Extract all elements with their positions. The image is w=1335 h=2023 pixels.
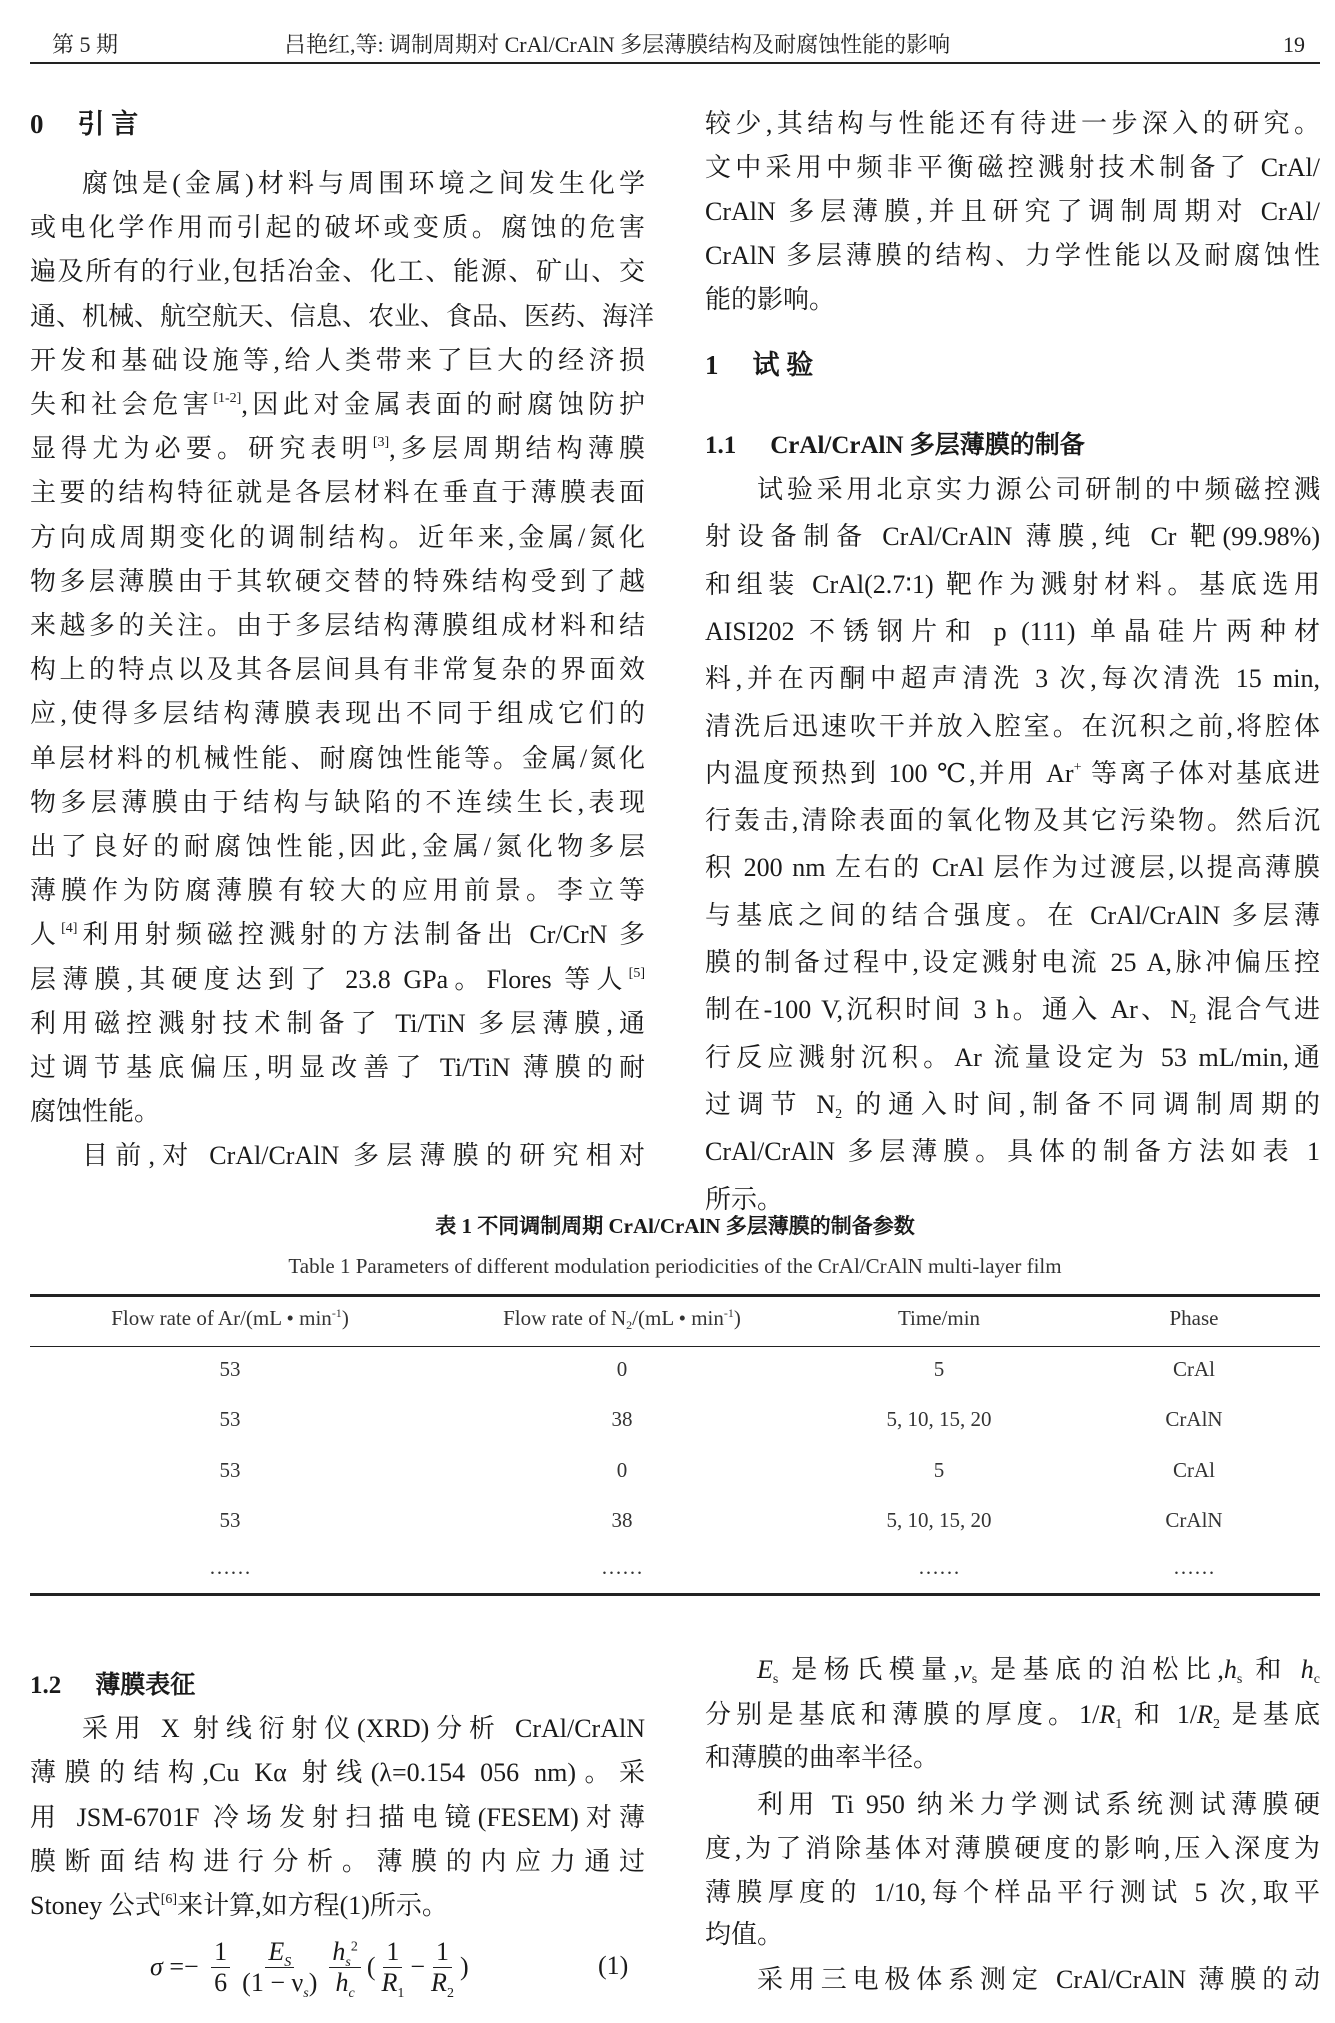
text-run: 混合气进: [1196, 995, 1320, 1025]
table-cell: 38: [611, 1407, 633, 1431]
eq-den: R: [431, 1967, 447, 1997]
eq-den: h: [335, 1967, 349, 1997]
eq-paren: (: [366, 1952, 376, 1981]
table-row: [30, 1547, 1320, 1587]
header-rule: [30, 62, 1320, 64]
text-run: 较少,其结构与性能还有待进一步深入的研究。: [705, 109, 1320, 138]
section-title: 引 言: [77, 109, 139, 139]
text-line: [705, 1736, 1320, 1780]
table-row: [30, 1399, 1320, 1439]
text-line: [30, 869, 645, 913]
superscript: +: [1073, 759, 1082, 775]
subscript: s: [971, 1672, 978, 1687]
section-number: 1.2: [30, 1672, 62, 1699]
table-cell: 38: [611, 1508, 633, 1532]
text-line: [30, 206, 645, 250]
table-row: [30, 1450, 1320, 1490]
text-line: [82, 162, 645, 206]
text-line: [30, 1884, 645, 1928]
text-line: [30, 471, 645, 515]
table-bottom-rule: [30, 1593, 1320, 1596]
eq-sigma: σ: [150, 1952, 163, 1981]
text-run: 物多层薄膜由于其软硬交替的特殊结构受到了越: [30, 566, 645, 596]
text-line: [705, 657, 1320, 701]
text-run: 层薄膜,其硬度达到了 23.8 GPa。Flores 等人: [30, 964, 629, 994]
text-run: 单层材料的机械性能、耐腐蚀性能等。金属/氮化: [30, 743, 645, 773]
eq-sub: 2: [446, 1985, 454, 2001]
text-run: 薄膜作为防腐薄膜有较大的应用前景。李立等: [30, 876, 645, 906]
text-line: [30, 737, 645, 781]
table-cell: 53: [219, 1508, 241, 1532]
text-run: 利用 Ti 950 纳米力学测试系统测试薄膜硬: [757, 1790, 1320, 1819]
text-run: CrAlN 多层薄膜的结构、力学性能以及耐腐蚀性: [705, 241, 1320, 270]
eq-minus: −: [410, 1952, 426, 1981]
text-run: 是基底的泊松比,: [977, 1655, 1224, 1684]
eq-den: 6: [214, 1967, 228, 1997]
text-run: Flow rate of Ar/(mL • min: [111, 1306, 332, 1330]
text-line: [705, 146, 1320, 190]
eq-sub: 1: [397, 1985, 405, 2001]
text-run: 行反应溅射沉积。Ar 流量设定为 53 mL/min,通: [705, 1042, 1320, 1072]
text-line: [705, 1130, 1320, 1174]
text-line: [757, 468, 1320, 512]
math-symbol: h: [1223, 1655, 1237, 1684]
text-line: [30, 692, 645, 736]
table-cell: CrAl: [1173, 1458, 1215, 1482]
text-run: 目前,对 CrAl/CrAlN 多层薄膜的研究相对: [82, 1141, 645, 1171]
eq-num: h: [332, 1936, 346, 1966]
equation-number: (1): [598, 1951, 629, 1980]
math-symbol: E: [757, 1655, 773, 1684]
text-line: [30, 825, 645, 869]
text-run: 膜的制备过程中,设定溅射电流 25 A,脉冲偏压控: [705, 948, 1320, 977]
text-run: CrAl/CrAlN 多层薄膜。具体的制备方法如表 1: [705, 1137, 1320, 1167]
table-cell: 53: [219, 1458, 241, 1482]
math-symbol: R: [1099, 1700, 1116, 1729]
text-run: Time/min: [897, 1306, 981, 1330]
text-line: [705, 563, 1320, 607]
eq-sub: c: [348, 1985, 355, 2001]
eq-num: 1: [383, 1937, 402, 1968]
text-run: 腐蚀性能。: [30, 1097, 161, 1127]
text-run: Flow rate of N: [503, 1306, 627, 1330]
text-run: /(mL • min: [632, 1306, 724, 1330]
eq-paren: ): [459, 1952, 469, 1981]
table-cell: 0: [616, 1458, 628, 1482]
text-run: 方向成周期变化的调制结构。近年来,金属/氮化: [30, 522, 645, 552]
text-run: 出了良好的耐腐蚀性能,因此,金属/氮化物多层: [30, 832, 645, 861]
text-run: ): [341, 1306, 349, 1330]
text-line: [30, 339, 645, 383]
section-number: 0: [30, 109, 44, 139]
text-line: [757, 1783, 1320, 1827]
text-run: 来计算,如方程(1)所示。: [177, 1891, 448, 1921]
text-line: [705, 799, 1320, 843]
text-run: 利用射频磁控溅射的方法制备出 Cr/CrN 多: [77, 920, 645, 950]
table-cell: 5: [933, 1357, 945, 1381]
subscript: 2: [835, 1106, 843, 1122]
eq-den: R: [381, 1967, 398, 1997]
text-line: [705, 234, 1320, 278]
text-run: 通、机械、航空航天、信息、农业、食品、医药、海洋: [30, 301, 655, 331]
text-run: ,因此对金属表面的耐腐蚀防护: [241, 390, 645, 419]
text-run: 物多层薄膜由于结构与缺陷的不连续生长,表现: [30, 787, 645, 817]
text-run: 均值。: [705, 1920, 784, 1949]
section-heading-intro: [30, 104, 172, 144]
issue-number: 第 5 期: [52, 32, 119, 57]
text-line: [30, 250, 645, 294]
section-heading-experiment: [705, 345, 847, 385]
subscript: 1: [1115, 1717, 1123, 1732]
table-cell: ……: [918, 1555, 960, 1579]
table-header-cell: [503, 1298, 741, 1338]
text-run: Stoney 公式: [30, 1891, 161, 1921]
text-run: 构上的特点以及其各层间具有非常复杂的界面效: [30, 655, 645, 685]
text-run: 射设备制备 CrAl/CrAlN 薄膜,纯 Cr 靶(99.98%): [705, 522, 1320, 552]
text-line: [705, 846, 1320, 890]
subscript: s: [1236, 1672, 1243, 1687]
eq-sup: 2: [350, 1938, 358, 1954]
text-line: [30, 1840, 645, 1884]
text-line: [705, 1036, 1320, 1080]
text-run: 和 1/: [1122, 1700, 1198, 1729]
table-cell: 5: [933, 1458, 945, 1482]
text-run: ): [733, 1306, 741, 1330]
text-line: [30, 1090, 645, 1134]
text-line: [82, 1134, 645, 1178]
text-run: 过调节基底偏压,明显改善了 Ti/TiN 薄膜的耐: [30, 1053, 645, 1082]
text-run: 等离子体对基底进: [1081, 758, 1320, 788]
text-run: 薄膜的结构,Cu Kα 射线(λ=0.154 056 nm)。采: [30, 1758, 645, 1788]
text-run: 料,并在丙酮中超声清洗 3 次,每次清洗 15 min,: [705, 664, 1320, 694]
text-line: [30, 1046, 645, 1090]
text-line: [30, 516, 645, 560]
table-row: [30, 1500, 1320, 1540]
text-run: 用 JSM-6701F 冷场发射扫描电镜(FESEM)对薄: [30, 1802, 645, 1832]
text-line: [705, 515, 1320, 559]
page-number: 19: [1283, 32, 1305, 57]
citation: [1-2]: [213, 391, 242, 406]
text-line: [705, 941, 1320, 985]
text-line: [705, 988, 1320, 1032]
text-run: 遍及所有的行业,包括冶金、化工、能源、矿山、交: [30, 257, 645, 287]
running-title: 吕艳红,等: 调制周期对 CrAl/CrAlN 多层薄膜结构及耐腐蚀性能的影响: [284, 32, 951, 57]
table-header-cell: [898, 1298, 980, 1338]
text-run: 采用三电极体系测定 CrAl/CrAlN 薄膜的动: [757, 1965, 1320, 1994]
eq-num: 1: [211, 1937, 230, 1968]
text-run: AISI202 不锈钢片和 p (111) 单晶硅片两种材: [705, 616, 1320, 646]
citation: [3]: [372, 435, 390, 451]
table-header-cell: [1170, 1298, 1219, 1338]
text-run: 是杨氏模量,: [778, 1655, 961, 1684]
text-line: [705, 752, 1320, 796]
subscript: 2: [1212, 1717, 1220, 1732]
text-run: 行轰击,清除表面的氧化物及其它污染物。然后沉: [705, 806, 1320, 836]
subscript: 2: [1189, 1012, 1197, 1028]
text-line: [30, 1796, 645, 1840]
text-line: [30, 295, 655, 339]
text-run: 过调节 N: [705, 1089, 836, 1119]
text-run: 应,使得多层结构薄膜表现出不同于组成它们的: [30, 699, 645, 729]
text-line: [705, 1083, 1320, 1127]
table-cell: 5, 10, 15, 20: [886, 1508, 992, 1532]
text-line: [82, 1707, 645, 1751]
text-run: 显得尤为必要。研究表明: [30, 434, 373, 464]
text-line: [30, 958, 645, 1002]
text-line: [705, 1871, 1320, 1915]
text-line: [30, 913, 645, 957]
text-line: [30, 427, 645, 471]
text-run: 清洗后迅速吹干并放入腔室。在沉积之前,将腔体: [705, 711, 1320, 741]
text-line: [30, 383, 645, 427]
text-line: [705, 1693, 1320, 1737]
text-run: 失和社会危害: [30, 390, 214, 419]
text-line: [30, 1002, 645, 1046]
table-cell: 0: [616, 1357, 628, 1381]
text-line: [30, 604, 645, 648]
text-line: [705, 894, 1320, 938]
citation: [4]: [61, 921, 78, 937]
math-symbol: ν: [960, 1655, 972, 1684]
text-run: 内温度预热到 100 ℃,并用 Ar: [705, 758, 1074, 788]
superscript: -1: [331, 1306, 342, 1320]
text-line: [30, 560, 645, 604]
table-cell: CrAlN: [1165, 1407, 1223, 1431]
text-run: 和: [1242, 1655, 1301, 1684]
table-header-cell: [111, 1298, 349, 1338]
math-symbol: R: [1197, 1700, 1213, 1729]
section-title: CrAl/CrAlN 多层薄膜的制备: [770, 432, 1085, 459]
text-run: 积 200 nm 左右的 CrAl 层作为过渡层,以提高薄膜: [705, 853, 1320, 883]
table-header-rule: [30, 1346, 1320, 1347]
text-run: 文中采用中频非平衡磁控溅射技术制备了 CrAl/: [705, 153, 1320, 182]
text-run: 能的影响。: [705, 285, 836, 314]
subsection-heading-prep: [705, 426, 1119, 466]
table-row: [30, 1349, 1320, 1389]
section-title: 薄膜表征: [95, 1672, 196, 1699]
text-line: [705, 278, 1320, 322]
subscript: s: [772, 1672, 779, 1687]
text-run: Phase: [1169, 1306, 1219, 1330]
text-run: 的通入时间,制备不同调制周期的: [842, 1089, 1320, 1119]
citation: [5]: [628, 965, 645, 981]
section-title: 试 验: [752, 350, 814, 380]
stoney-equation: [150, 1935, 469, 1999]
text-line: [705, 610, 1320, 654]
subscript: 2: [626, 1318, 633, 1332]
text-line: [705, 1913, 1320, 1957]
eq-den: ): [308, 1967, 318, 1997]
table-cell: CrAlN: [1165, 1508, 1223, 1532]
eq-equals: =−: [162, 1952, 206, 1981]
text-run: 和组装 CrAl(2.7∶1) 靶作为溅射材料。基底选用: [705, 569, 1320, 599]
text-line: [30, 781, 645, 825]
eq-num: E: [268, 1936, 285, 1966]
table-cell: 53: [219, 1357, 241, 1381]
table-caption-zh: 表 1 不同调制周期 CrAl/CrAlN 多层薄膜的制备参数: [435, 1214, 915, 1238]
subscript: c: [1313, 1672, 1320, 1687]
table-cell: ……: [601, 1555, 643, 1579]
text-line: [705, 102, 1320, 146]
text-run: 主要的结构特征就是各层材料在垂直于薄膜表面: [30, 478, 645, 508]
text-run: 制在-100 V,沉积时间 3 h。通入 Ar、N: [705, 995, 1190, 1025]
text-line: [705, 1827, 1320, 1871]
text-line: [30, 1751, 645, 1795]
section-number: 1.1: [705, 432, 737, 459]
text-run: 分别是基底和薄膜的厚度。1/: [705, 1700, 1100, 1729]
text-run: 薄膜厚度的 1/10,每个样品平行测试 5 次,取平: [705, 1878, 1320, 1907]
text-run: CrAlN 多层薄膜,并且研究了调制周期对 CrAl/: [705, 197, 1320, 226]
table-cell: 5, 10, 15, 20: [886, 1407, 992, 1431]
text-line: [30, 648, 645, 692]
text-line: [757, 1958, 1320, 2002]
table-header-row: [30, 1298, 1320, 1338]
text-run: 开发和基础设施等,给人类带来了巨大的经济损: [30, 345, 645, 375]
text-run: 或电化学作用而引起的破坏或变质。腐蚀的危害: [30, 213, 645, 243]
text-run: 是基底: [1219, 1700, 1320, 1729]
text-run: 与基底之间的结合强度。在 CrAl/CrAlN 多层薄: [705, 900, 1320, 930]
text-run: 和薄膜的曲率半径。: [705, 1743, 940, 1772]
text-line: [757, 1648, 1320, 1692]
eq-num: 1: [433, 1937, 452, 1968]
text-run: 腐蚀是(金属)材料与周围环境之间发生化学: [82, 169, 645, 198]
text-run: 所示。: [705, 1184, 784, 1214]
math-symbol: h: [1300, 1655, 1314, 1684]
text-run: 人: [30, 920, 62, 950]
eq-sub: s: [303, 1985, 309, 2001]
text-run: 采用 X 射线衍射仪(XRD)分析 CrAl/CrAlN: [82, 1714, 645, 1743]
text-run: 来越多的关注。由于多层结构薄膜组成材料和结: [30, 611, 645, 640]
text-line: [705, 190, 1320, 234]
text-run: 利用磁控溅射技术制备了 Ti/TiN 多层薄膜,通: [30, 1008, 645, 1038]
text-run: 度,为了消除基体对薄膜硬度的影响,压入深度为: [705, 1834, 1320, 1863]
citation: [6]: [160, 1892, 178, 1908]
table-cell: ……: [209, 1555, 251, 1579]
eq-sub: S: [284, 1954, 292, 1970]
table-caption-en: Table 1 Parameters of different modulation periodicities of the CrAl/CrAlN multi-layer film: [288, 1254, 1062, 1278]
table-top-rule: [30, 1294, 1320, 1297]
subsection-heading-char: [30, 1666, 229, 1706]
text-line: [705, 705, 1320, 749]
text-run: ,多层周期结构薄膜: [389, 434, 645, 464]
table-cell: CrAl: [1173, 1357, 1215, 1381]
eq-sub: s: [345, 1954, 351, 1970]
eq-den: (1 − ν: [242, 1967, 304, 1997]
table-cell: 53: [219, 1407, 241, 1431]
section-number: 1: [705, 350, 719, 380]
superscript: -1: [723, 1306, 734, 1320]
text-run: 试验采用北京实力源公司研制的中频磁控溅: [757, 475, 1320, 504]
text-run: 膜断面结构进行分析。薄膜的内应力通过: [30, 1846, 645, 1876]
table-cell: ……: [1173, 1555, 1215, 1579]
